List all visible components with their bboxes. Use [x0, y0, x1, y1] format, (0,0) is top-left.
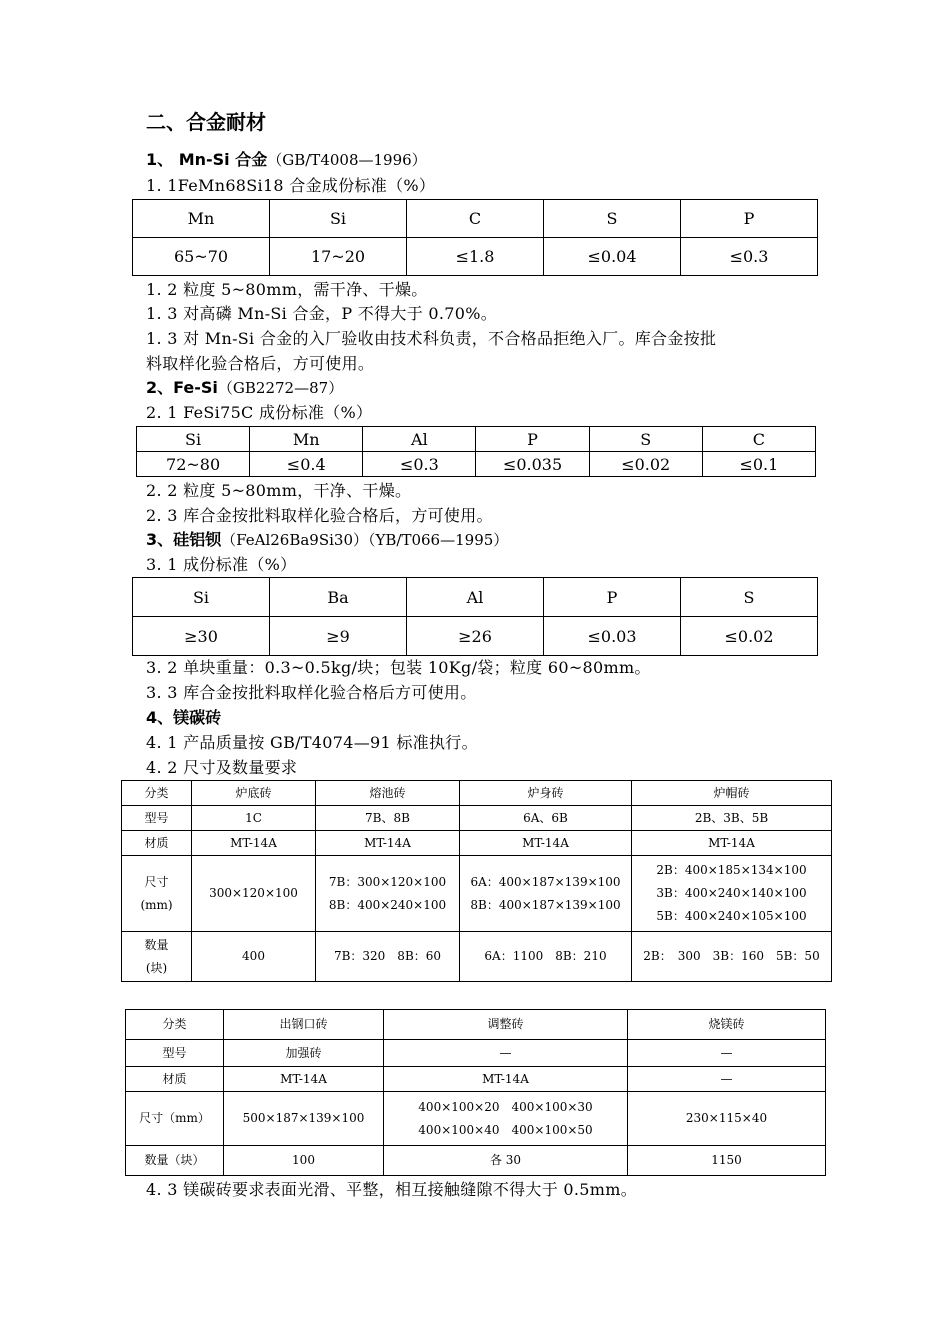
table-header: S [681, 578, 818, 617]
fe-si-table [136, 426, 816, 477]
section-1-standard: （GB/T4008—1996） [267, 151, 427, 169]
table-cell: 65~70 [133, 238, 270, 276]
table-header: Si [270, 200, 407, 238]
qty-label: 数量 [144, 937, 169, 952]
table-cell: 各 30 [384, 1146, 628, 1176]
table-cell: ≥26 [407, 617, 544, 656]
table-cell: ≤0.4 [250, 452, 363, 477]
size-label: 尺寸 [144, 874, 169, 889]
si-al-ba-table [132, 577, 818, 656]
table-cell: ≤0.1 [702, 452, 815, 477]
table-cell: MT-14A [316, 831, 460, 856]
table-header: 炉底砖 [192, 781, 316, 806]
table-header: Al [407, 578, 544, 617]
table-cell: 1150 [628, 1146, 826, 1176]
table-cell: 2B： 300 3B：160 5B：50 [632, 932, 832, 982]
table-cell: — [628, 1040, 826, 1067]
table-cell [632, 856, 832, 932]
table-cell: 7B：320 8B：60 [316, 932, 460, 982]
s1-line-1: 1. 1FeMn68Si18 合金成份标准（%） [146, 176, 436, 195]
table-cell: ≤0.03 [544, 617, 681, 656]
cell-line: 8B：400×187×139×100 [470, 897, 621, 912]
table-cell: ≤0.02 [589, 452, 702, 477]
section-2-standard: （GB2272—87） [217, 379, 344, 397]
mgc-brick-table-2 [125, 1009, 826, 1176]
cell-line: 8B：400×240×100 [328, 897, 447, 912]
table-header: P [476, 427, 589, 452]
cell-line: 400×100×40 400×100×50 [418, 1122, 593, 1137]
s3-line-1: 3. 1 成份标准（%） [146, 555, 297, 574]
cell-line: 5B：400×240×105×100 [656, 908, 807, 923]
table-cell [122, 932, 192, 982]
section-3-title: 3、硅铝钡 [146, 530, 222, 549]
table-cell: 加强砖 [224, 1040, 384, 1067]
s1-line-4b: 料取样化验合格后，方可使用。 [146, 354, 375, 373]
table-header: Mn [133, 200, 270, 238]
table-header: Al [363, 427, 476, 452]
cell-line: 3B：400×240×140×100 [656, 886, 807, 901]
section-1-heading [146, 152, 427, 168]
table-cell: 型号 [126, 1040, 224, 1067]
table-cell: 100 [224, 1146, 384, 1176]
table-header: 分类 [126, 1010, 224, 1040]
page-title: 二、合金耐材 [146, 110, 266, 134]
table-header: 烧镁砖 [628, 1010, 826, 1040]
table-cell: MT-14A [224, 1067, 384, 1092]
section-2-heading [146, 380, 343, 396]
table-cell: 数量（块） [126, 1146, 224, 1176]
table-cell: 6A：1100 8B：210 [460, 932, 632, 982]
section-3-standard: （FeAl26Ba9Si30）（YB/T066—1995） [221, 531, 509, 549]
s4-line-3: 4. 3 镁碳砖要求表面光滑、平整，相互接触缝隙不得大于 0.5mm。 [146, 1180, 637, 1199]
section-4-heading: 4、镁碳砖 [146, 708, 222, 727]
table-cell: MT-14A [460, 831, 632, 856]
table-header: P [681, 200, 818, 238]
table-header: Si [133, 578, 270, 617]
table-cell: — [628, 1067, 826, 1092]
s2-line-3: 2. 3 库合金按批料取样化验合格后，方可使用。 [146, 506, 493, 525]
table-cell: — [384, 1040, 628, 1067]
table-cell: ≤1.8 [407, 238, 544, 276]
table-cell: 7B、8B [316, 806, 460, 831]
table-cell: 材质 [126, 1067, 224, 1092]
fe-mn-si-table [132, 199, 818, 276]
table-header: 出钢口砖 [224, 1010, 384, 1040]
table-cell: 400 [192, 932, 316, 982]
s2-line-2: 2. 2 粒度 5~80mm，干净、干燥。 [146, 481, 412, 500]
table-header: C [702, 427, 815, 452]
cell-line: 400×100×20 400×100×30 [418, 1099, 593, 1114]
qty-unit: (块) [145, 960, 168, 975]
cell-line: 2B：400×185×134×100 [656, 863, 807, 878]
table-header: Ba [270, 578, 407, 617]
table-cell: ≥9 [270, 617, 407, 656]
s1-line-4a: 1. 3 对 Mn-Si 合金的入厂验收由技术科负责，不合格品拒绝入厂。库合金按批 [146, 329, 717, 348]
table-cell [122, 856, 192, 932]
s4-line-2: 4. 2 尺寸及数量要求 [146, 758, 298, 777]
table-header: 熔池砖 [316, 781, 460, 806]
table-cell: MT-14A [192, 831, 316, 856]
table-cell: ≤0.3 [681, 238, 818, 276]
section-1-title: 1、 Mn-Si 合金 [146, 150, 268, 169]
mgc-brick-table-1 [121, 780, 832, 982]
table-cell: 230×115×40 [628, 1092, 826, 1146]
table-cell: 500×187×139×100 [224, 1092, 384, 1146]
table-cell: ≥30 [133, 617, 270, 656]
table-header: 分类 [122, 781, 192, 806]
section-3-heading [146, 532, 508, 548]
table-cell: ≤0.035 [476, 452, 589, 477]
table-header: 调整砖 [384, 1010, 628, 1040]
table-cell: 2B、3B、5B [632, 806, 832, 831]
table-cell: ≤0.04 [544, 238, 681, 276]
size-unit: (mm) [140, 897, 173, 912]
table-cell: 1C [192, 806, 316, 831]
table-cell: 材质 [122, 831, 192, 856]
table-cell [460, 856, 632, 932]
table-header: C [407, 200, 544, 238]
table-cell: MT-14A [384, 1067, 628, 1092]
table-cell: 300×120×100 [192, 856, 316, 932]
section-2-title: 2、Fe-Si [146, 378, 218, 397]
s3-line-2: 3. 2 单块重量：0.3~0.5kg/块；包装 10Kg/袋；粒度 60~80mm。 [146, 658, 651, 677]
table-header: 炉身砖 [460, 781, 632, 806]
s1-line-2: 1. 2 粒度 5~80mm，需干净、干燥。 [146, 280, 428, 299]
table-cell: 17~20 [270, 238, 407, 276]
cell-line: 7B：300×120×100 [328, 874, 447, 889]
s3-line-3: 3. 3 库合金按批料取样化验合格后方可使用。 [146, 683, 477, 702]
table-header: 炉帽砖 [632, 781, 832, 806]
s4-line-1: 4. 1 产品质量按 GB/T4074—91 标准执行。 [146, 733, 478, 752]
cell-line: 6A：400×187×139×100 [470, 874, 621, 889]
table-cell: 型号 [122, 806, 192, 831]
table-cell: ≤0.02 [681, 617, 818, 656]
table-cell: 6A、6B [460, 806, 632, 831]
table-header: Mn [250, 427, 363, 452]
table-header: S [544, 200, 681, 238]
table-cell: 尺寸（mm） [126, 1092, 224, 1146]
table-cell [316, 856, 460, 932]
table-cell [384, 1092, 628, 1146]
s1-line-3: 1. 3 对高磷 Mn-Si 合金，P 不得大于 0.70%。 [146, 304, 498, 323]
table-header: S [589, 427, 702, 452]
s2-line-1: 2. 1 FeSi75C 成份标准（%） [146, 403, 373, 422]
table-header: P [544, 578, 681, 617]
table-cell: MT-14A [632, 831, 832, 856]
table-cell: 72~80 [137, 452, 250, 477]
table-header: Si [137, 427, 250, 452]
table-cell: ≤0.3 [363, 452, 476, 477]
